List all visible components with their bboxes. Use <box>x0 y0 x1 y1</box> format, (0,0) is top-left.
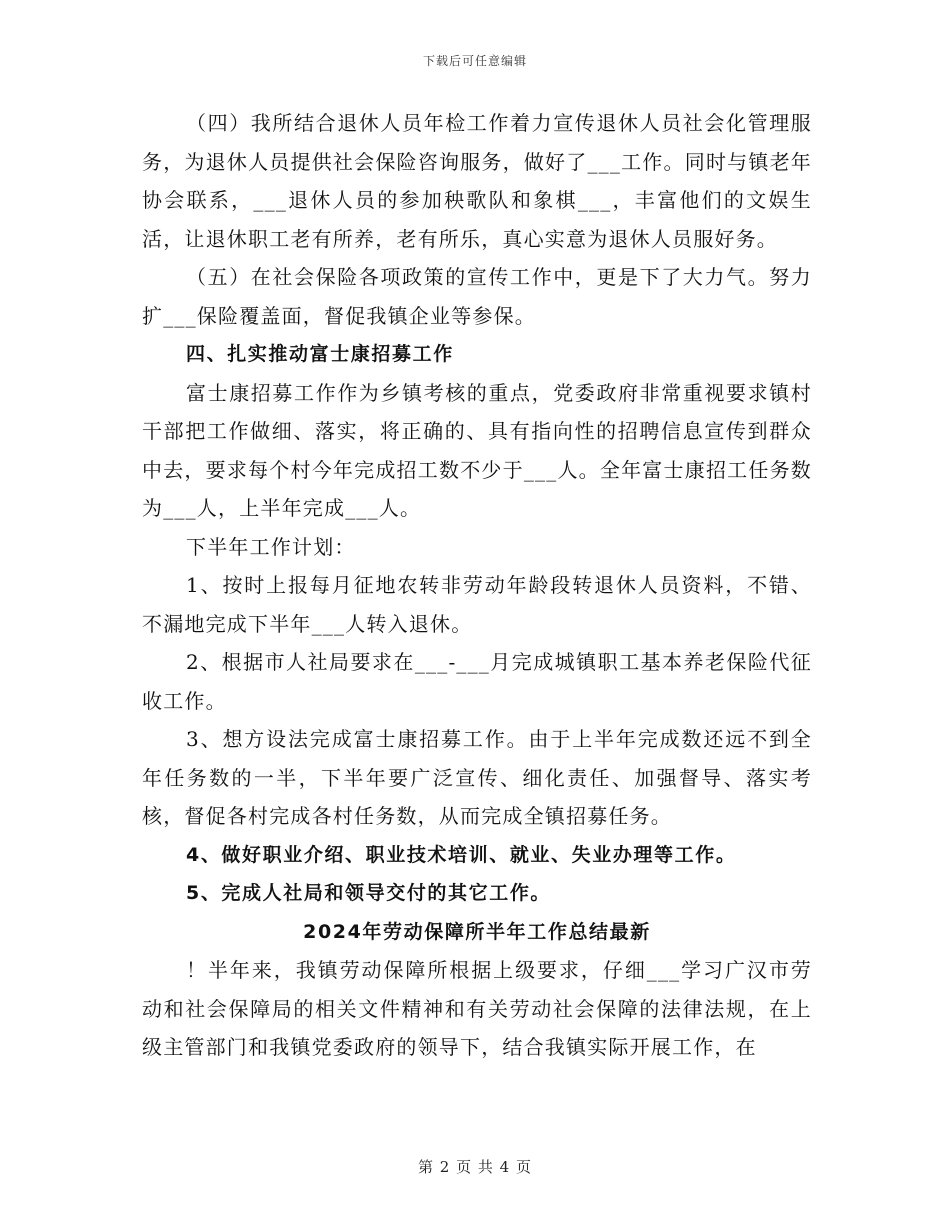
paragraph-retiree-services: （四）我所结合退休人员年检工作着力宣传退休人员社会化管理服务，为退休人员提供社会保险咨询服务，做好了___工作。同时与镇老年协会联系，___退休人员的参加秧歌队和象棋___，丰富他们的文娱生活，让退休职工老有所养，老有所乐，真心实意为退休人员服好务。 <box>142 111 812 251</box>
page-number: 第 2 页 共 4 页 <box>418 1158 532 1176</box>
plan-item-4: 4、做好职业介绍、职业技术培训、就业、失业办理等工作。 <box>186 843 737 866</box>
document-title: 2024年劳动保障所半年工作总结最新 <box>303 920 651 943</box>
plan-item-2: 2、根据市人社局要求在___-___月完成城镇职工基本养老保险代征收工作。 <box>142 650 812 713</box>
plan-item-1: 1、按时上报每月征地农转非劳动年龄段转退休人员资料，不错、不漏地完成下半年___人转入退休。 <box>142 573 812 636</box>
document-body <box>142 104 812 1067</box>
section-heading-foxconn: 四、扎实推动富士康招募工作 <box>186 343 454 365</box>
plan-item-3: 3、想方设法完成富士康招募工作。由于上半年完成数还远不到全年任务数的一半，下半年要广泛宣传、细化责任、加强督导、落实考核，督促各村完成各村任务数，从而完成全镇招募任务。 <box>142 727 812 828</box>
plan-item-5: 5、完成人社局和领导交付的其它工作。 <box>186 882 552 904</box>
paragraph-summary-intro: ！半年来，我镇劳动保障所根据上级要求，仔细___学习广汉市劳动和社会保障局的相关文件精神和有关劳动社会保障的法律法规，在上级主管部门和我镇党委政府的领导下，结合我镇实际开展工作，在 <box>142 958 812 1059</box>
paragraph-foxconn-recruitment: 富士康招募工作作为乡镇考核的重点，党委政府非常重视要求镇村干部把工作做细、落实，将正确的、具有指向性的招聘信息宣传到群众中去，要求每个村今年完成招工数不少于___人。全年富士康招工任务数为___人，上半年完成___人。 <box>142 380 812 520</box>
header-note: 下载后可任意编辑 <box>422 54 527 68</box>
plan-heading: 下半年工作计划： <box>186 534 356 559</box>
paragraph-insurance-publicity: （五）在社会保险各项政策的宣传工作中，更是下了大力气。努力扩___保险覆盖面，督促我镇企业等参保。 <box>142 265 812 328</box>
